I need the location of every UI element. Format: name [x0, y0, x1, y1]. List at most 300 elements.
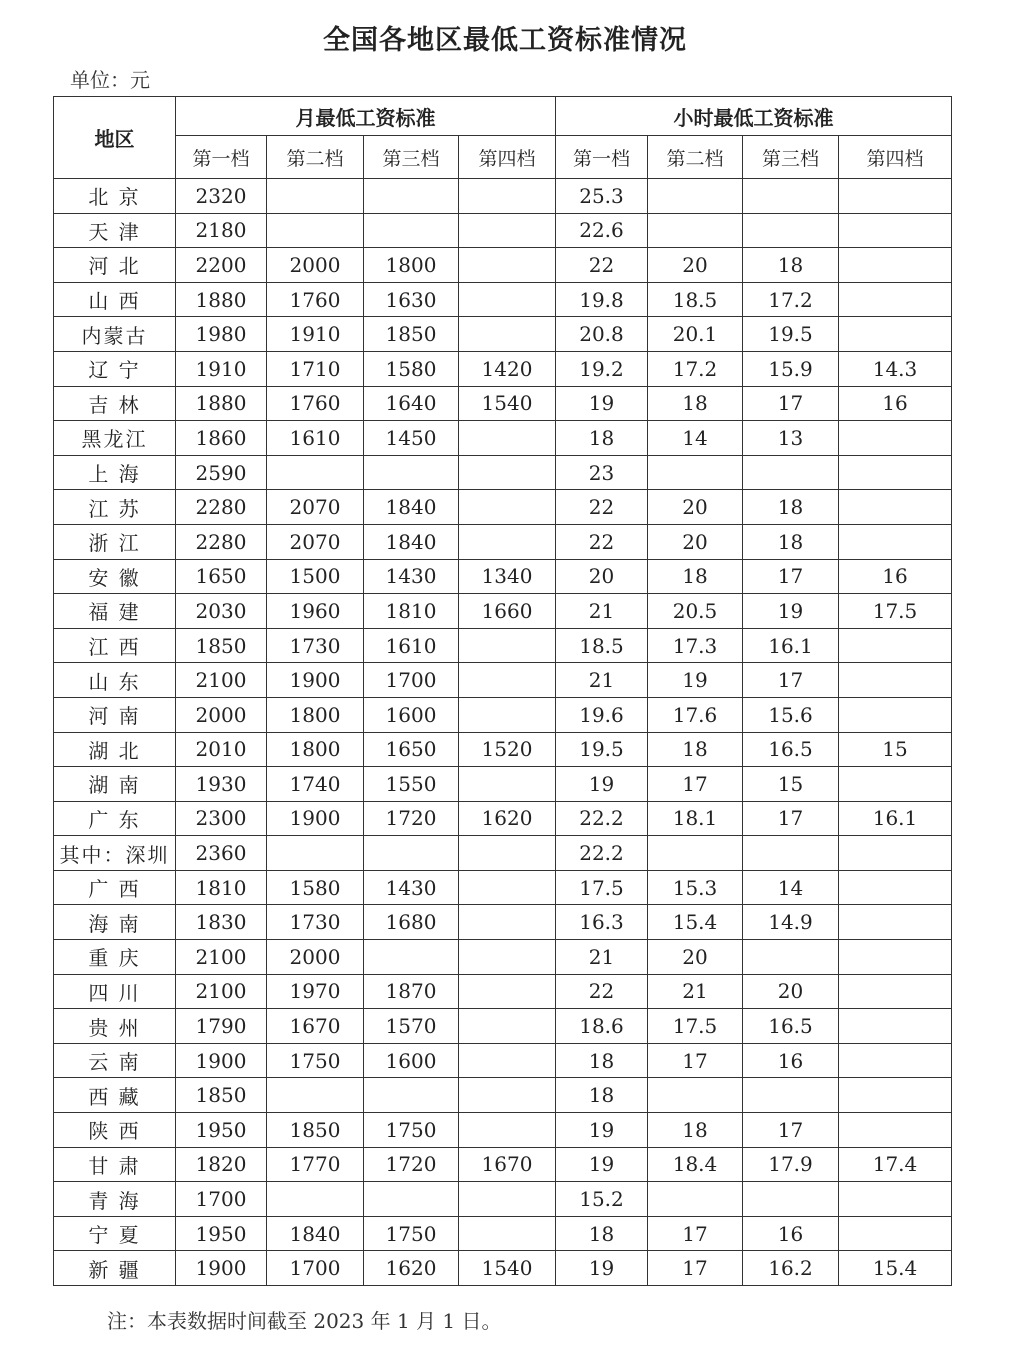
hourly-tier-3-cell: 17.2 — [743, 282, 839, 317]
hourly-tier-4-cell: 16 — [839, 559, 952, 594]
monthly-tier-4-cell — [459, 767, 556, 802]
monthly-tier-3-cell — [364, 179, 459, 214]
monthly-tier-4-cell — [459, 663, 556, 698]
monthly-tier-4-cell — [459, 628, 556, 663]
hourly-tier-3-cell: 16.5 — [743, 1009, 839, 1044]
hourly-tier-1-cell: 22 — [556, 490, 648, 525]
monthly-tier-2-cell: 1770 — [267, 1147, 364, 1182]
monthly-tier-3-cell: 1680 — [364, 905, 459, 940]
hourly-tier-3-cell: 20 — [743, 974, 839, 1009]
hourly-tier-2-cell — [648, 1182, 743, 1217]
monthly-tier-1-cell: 2000 — [176, 697, 267, 732]
monthly-tier-3-cell: 1650 — [364, 732, 459, 767]
region-cell: 云 南 — [54, 1043, 176, 1078]
table-row — [54, 1009, 952, 1044]
hourly-tier-2-cell: 17.5 — [648, 1009, 743, 1044]
header-monthly-tier-1: 第一档 — [176, 136, 267, 179]
monthly-tier-3-cell — [364, 940, 459, 975]
hourly-tier-3-cell — [743, 179, 839, 214]
monthly-tier-2-cell: 1610 — [267, 421, 364, 456]
region-cell: 江 苏 — [54, 490, 176, 525]
monthly-tier-1-cell: 2320 — [176, 179, 267, 214]
wage-table — [53, 96, 952, 1286]
region-cell: 重 庆 — [54, 940, 176, 975]
region-cell: 山 东 — [54, 663, 176, 698]
monthly-tier-4-cell — [459, 213, 556, 248]
hourly-tier-3-cell: 19 — [743, 594, 839, 629]
monthly-tier-3-cell: 1430 — [364, 559, 459, 594]
monthly-tier-1-cell: 2180 — [176, 213, 267, 248]
monthly-tier-4-cell: 1660 — [459, 594, 556, 629]
table-row — [54, 559, 952, 594]
hourly-tier-4-cell — [839, 455, 952, 490]
table-body — [54, 179, 952, 1286]
monthly-tier-1-cell: 1860 — [176, 421, 267, 456]
monthly-tier-2-cell — [267, 179, 364, 214]
table-row — [54, 594, 952, 629]
region-cell: 其中：深圳 — [54, 836, 176, 871]
hourly-tier-3-cell: 19.5 — [743, 317, 839, 352]
monthly-tier-3-cell: 1840 — [364, 524, 459, 559]
monthly-tier-4-cell — [459, 455, 556, 490]
hourly-tier-1-cell: 19 — [556, 1113, 648, 1148]
hourly-tier-2-cell: 15.3 — [648, 870, 743, 905]
hourly-tier-1-cell: 19 — [556, 386, 648, 421]
table-row — [54, 1113, 952, 1148]
region-cell: 浙 江 — [54, 524, 176, 559]
unit-label: 单位：元 — [70, 68, 150, 92]
hourly-tier-1-cell: 22.2 — [556, 836, 648, 871]
monthly-tier-2-cell: 1910 — [267, 317, 364, 352]
hourly-tier-4-cell: 16.1 — [839, 801, 952, 836]
table-row — [54, 317, 952, 352]
hourly-tier-2-cell: 20.1 — [648, 317, 743, 352]
region-cell: 安 徽 — [54, 559, 176, 594]
table-row — [54, 801, 952, 836]
hourly-tier-1-cell: 21 — [556, 940, 648, 975]
hourly-tier-2-cell: 14 — [648, 421, 743, 456]
monthly-tier-2-cell — [267, 455, 364, 490]
monthly-tier-1-cell: 1790 — [176, 1009, 267, 1044]
hourly-tier-3-cell: 17 — [743, 1113, 839, 1148]
monthly-tier-4-cell: 1340 — [459, 559, 556, 594]
hourly-tier-2-cell: 18.1 — [648, 801, 743, 836]
monthly-tier-3-cell — [364, 836, 459, 871]
monthly-tier-1-cell: 2300 — [176, 801, 267, 836]
table-row — [54, 1251, 952, 1286]
monthly-tier-2-cell: 1670 — [267, 1009, 364, 1044]
table-row — [54, 351, 952, 386]
hourly-tier-4-cell — [839, 767, 952, 802]
monthly-tier-1-cell: 2010 — [176, 732, 267, 767]
region-cell: 甘 肃 — [54, 1147, 176, 1182]
table-row — [54, 732, 952, 767]
monthly-tier-4-cell: 1620 — [459, 801, 556, 836]
table-row — [54, 974, 952, 1009]
hourly-tier-3-cell — [743, 1182, 839, 1217]
page-title: 全国各地区最低工资标准情况 — [323, 25, 687, 56]
hourly-tier-4-cell — [839, 524, 952, 559]
hourly-tier-1-cell: 20 — [556, 559, 648, 594]
hourly-tier-4-cell — [839, 1078, 952, 1113]
monthly-tier-1-cell: 1830 — [176, 905, 267, 940]
region-cell: 天 津 — [54, 213, 176, 248]
hourly-tier-3-cell: 17.9 — [743, 1147, 839, 1182]
monthly-tier-4-cell — [459, 1182, 556, 1217]
hourly-tier-2-cell: 18 — [648, 386, 743, 421]
hourly-tier-2-cell — [648, 836, 743, 871]
monthly-tier-3-cell: 1700 — [364, 663, 459, 698]
monthly-tier-1-cell: 1880 — [176, 386, 267, 421]
monthly-tier-1-cell: 2590 — [176, 455, 267, 490]
table-row — [54, 248, 952, 283]
hourly-tier-1-cell: 19.8 — [556, 282, 648, 317]
hourly-tier-2-cell: 17.2 — [648, 351, 743, 386]
monthly-tier-3-cell: 1720 — [364, 1147, 459, 1182]
hourly-tier-1-cell: 18 — [556, 1078, 648, 1113]
hourly-tier-4-cell — [839, 628, 952, 663]
hourly-tier-4-cell: 15.4 — [839, 1251, 952, 1286]
monthly-tier-2-cell: 1580 — [267, 870, 364, 905]
hourly-tier-1-cell: 22.2 — [556, 801, 648, 836]
monthly-tier-1-cell: 2030 — [176, 594, 267, 629]
hourly-tier-4-cell — [839, 905, 952, 940]
hourly-tier-1-cell: 20.8 — [556, 317, 648, 352]
hourly-tier-3-cell: 18 — [743, 248, 839, 283]
hourly-tier-4-cell — [839, 870, 952, 905]
hourly-tier-2-cell — [648, 179, 743, 214]
header-region: 地区 — [54, 97, 176, 179]
monthly-tier-3-cell: 1840 — [364, 490, 459, 525]
hourly-tier-3-cell: 15 — [743, 767, 839, 802]
region-cell: 新 疆 — [54, 1251, 176, 1286]
region-cell: 辽 宁 — [54, 351, 176, 386]
region-cell: 上 海 — [54, 455, 176, 490]
monthly-tier-2-cell — [267, 1182, 364, 1217]
hourly-tier-1-cell: 18.5 — [556, 628, 648, 663]
hourly-tier-4-cell: 17.5 — [839, 594, 952, 629]
hourly-tier-3-cell: 18 — [743, 490, 839, 525]
monthly-tier-3-cell: 1550 — [364, 767, 459, 802]
hourly-tier-1-cell: 21 — [556, 594, 648, 629]
hourly-tier-2-cell: 18.5 — [648, 282, 743, 317]
monthly-tier-1-cell: 2100 — [176, 940, 267, 975]
monthly-tier-1-cell: 1850 — [176, 1078, 267, 1113]
monthly-tier-2-cell: 1960 — [267, 594, 364, 629]
monthly-tier-1-cell: 2280 — [176, 490, 267, 525]
hourly-tier-4-cell — [839, 179, 952, 214]
monthly-tier-4-cell — [459, 940, 556, 975]
table-row — [54, 386, 952, 421]
hourly-tier-1-cell: 16.3 — [556, 905, 648, 940]
monthly-tier-2-cell: 1970 — [267, 974, 364, 1009]
hourly-tier-4-cell: 16 — [839, 386, 952, 421]
region-cell: 福 建 — [54, 594, 176, 629]
hourly-tier-2-cell: 17 — [648, 1043, 743, 1078]
monthly-tier-3-cell — [364, 455, 459, 490]
hourly-tier-4-cell — [839, 974, 952, 1009]
hourly-tier-3-cell: 18 — [743, 524, 839, 559]
monthly-tier-2-cell: 1900 — [267, 801, 364, 836]
hourly-tier-4-cell — [839, 421, 952, 456]
monthly-tier-4-cell: 1670 — [459, 1147, 556, 1182]
hourly-tier-2-cell: 17 — [648, 767, 743, 802]
region-cell: 湖 北 — [54, 732, 176, 767]
hourly-tier-1-cell: 22 — [556, 248, 648, 283]
region-cell: 贵 州 — [54, 1009, 176, 1044]
table-row — [54, 1043, 952, 1078]
hourly-tier-1-cell: 19.6 — [556, 697, 648, 732]
monthly-tier-3-cell: 1430 — [364, 870, 459, 905]
region-cell: 吉 林 — [54, 386, 176, 421]
monthly-tier-2-cell: 1760 — [267, 282, 364, 317]
monthly-tier-1-cell: 1900 — [176, 1043, 267, 1078]
hourly-tier-2-cell — [648, 455, 743, 490]
header-hourly: 小时最低工资标准 — [556, 97, 952, 136]
hourly-tier-4-cell — [839, 1113, 952, 1148]
hourly-tier-3-cell: 15.6 — [743, 697, 839, 732]
region-cell: 内蒙古 — [54, 317, 176, 352]
monthly-tier-3-cell: 1570 — [364, 1009, 459, 1044]
monthly-tier-2-cell: 1840 — [267, 1216, 364, 1251]
monthly-tier-1-cell: 1700 — [176, 1182, 267, 1217]
monthly-tier-2-cell: 2070 — [267, 490, 364, 525]
hourly-tier-3-cell: 16 — [743, 1043, 839, 1078]
monthly-tier-3-cell: 1620 — [364, 1251, 459, 1286]
region-cell: 西 藏 — [54, 1078, 176, 1113]
region-cell: 河 北 — [54, 248, 176, 283]
monthly-tier-1-cell: 1880 — [176, 282, 267, 317]
monthly-tier-1-cell: 1950 — [176, 1113, 267, 1148]
monthly-tier-2-cell — [267, 213, 364, 248]
monthly-tier-3-cell — [364, 213, 459, 248]
region-cell: 北 京 — [54, 179, 176, 214]
monthly-tier-4-cell — [459, 836, 556, 871]
hourly-tier-4-cell — [839, 317, 952, 352]
monthly-tier-4-cell: 1520 — [459, 732, 556, 767]
monthly-tier-2-cell: 1700 — [267, 1251, 364, 1286]
hourly-tier-4-cell — [839, 663, 952, 698]
monthly-tier-2-cell: 2000 — [267, 940, 364, 975]
hourly-tier-2-cell: 15.4 — [648, 905, 743, 940]
region-cell: 黑龙江 — [54, 421, 176, 456]
region-cell: 山 西 — [54, 282, 176, 317]
hourly-tier-2-cell: 20 — [648, 490, 743, 525]
hourly-tier-3-cell: 17 — [743, 801, 839, 836]
monthly-tier-2-cell — [267, 1078, 364, 1113]
hourly-tier-3-cell: 15.9 — [743, 351, 839, 386]
monthly-tier-2-cell: 1800 — [267, 732, 364, 767]
hourly-tier-3-cell: 14.9 — [743, 905, 839, 940]
monthly-tier-2-cell: 2000 — [267, 248, 364, 283]
monthly-tier-3-cell: 1870 — [364, 974, 459, 1009]
hourly-tier-2-cell: 17 — [648, 1216, 743, 1251]
hourly-tier-2-cell: 17.3 — [648, 628, 743, 663]
region-cell: 宁 夏 — [54, 1216, 176, 1251]
hourly-tier-2-cell: 20.5 — [648, 594, 743, 629]
table-row — [54, 421, 952, 456]
hourly-tier-4-cell — [839, 697, 952, 732]
hourly-tier-4-cell: 15 — [839, 732, 952, 767]
table-row — [54, 490, 952, 525]
hourly-tier-3-cell: 16.1 — [743, 628, 839, 663]
monthly-tier-4-cell — [459, 1113, 556, 1148]
hourly-tier-3-cell: 17 — [743, 386, 839, 421]
hourly-tier-1-cell: 17.5 — [556, 870, 648, 905]
monthly-tier-4-cell — [459, 317, 556, 352]
hourly-tier-3-cell — [743, 1078, 839, 1113]
hourly-tier-4-cell: 17.4 — [839, 1147, 952, 1182]
monthly-tier-1-cell: 2280 — [176, 524, 267, 559]
hourly-tier-2-cell — [648, 213, 743, 248]
region-cell: 青 海 — [54, 1182, 176, 1217]
monthly-tier-3-cell — [364, 1078, 459, 1113]
hourly-tier-1-cell: 22 — [556, 524, 648, 559]
monthly-tier-2-cell: 1750 — [267, 1043, 364, 1078]
monthly-tier-4-cell — [459, 870, 556, 905]
hourly-tier-3-cell — [743, 213, 839, 248]
monthly-tier-3-cell: 1810 — [364, 594, 459, 629]
monthly-tier-4-cell — [459, 421, 556, 456]
monthly-tier-4-cell — [459, 179, 556, 214]
monthly-tier-4-cell — [459, 1216, 556, 1251]
table-row — [54, 836, 952, 871]
hourly-tier-2-cell: 18 — [648, 1113, 743, 1148]
table-row — [54, 455, 952, 490]
monthly-tier-2-cell: 2070 — [267, 524, 364, 559]
monthly-tier-1-cell: 2360 — [176, 836, 267, 871]
monthly-tier-4-cell — [459, 974, 556, 1009]
monthly-tier-4-cell — [459, 282, 556, 317]
region-cell: 四 川 — [54, 974, 176, 1009]
header-hourly-tier-4: 第四档 — [839, 136, 952, 179]
hourly-tier-1-cell: 15.2 — [556, 1182, 648, 1217]
table-row — [54, 1182, 952, 1217]
monthly-tier-1-cell: 1980 — [176, 317, 267, 352]
hourly-tier-1-cell: 18 — [556, 421, 648, 456]
monthly-tier-4-cell — [459, 248, 556, 283]
hourly-tier-4-cell — [839, 1009, 952, 1044]
region-cell: 湖 南 — [54, 767, 176, 802]
header-hourly-tier-3: 第三档 — [743, 136, 839, 179]
monthly-tier-2-cell: 1850 — [267, 1113, 364, 1148]
hourly-tier-1-cell: 18 — [556, 1043, 648, 1078]
hourly-tier-2-cell: 20 — [648, 940, 743, 975]
hourly-tier-4-cell — [839, 282, 952, 317]
hourly-tier-1-cell: 19 — [556, 1147, 648, 1182]
table-row — [54, 213, 952, 248]
monthly-tier-3-cell — [364, 1182, 459, 1217]
monthly-tier-1-cell: 1900 — [176, 1251, 267, 1286]
monthly-tier-2-cell: 1900 — [267, 663, 364, 698]
hourly-tier-2-cell: 17.6 — [648, 697, 743, 732]
region-cell: 海 南 — [54, 905, 176, 940]
hourly-tier-4-cell — [839, 836, 952, 871]
hourly-tier-3-cell: 17 — [743, 559, 839, 594]
hourly-tier-1-cell: 19 — [556, 1251, 648, 1286]
hourly-tier-4-cell — [839, 940, 952, 975]
header-hourly-tier-1: 第一档 — [556, 136, 648, 179]
monthly-tier-4-cell — [459, 490, 556, 525]
monthly-tier-4-cell — [459, 1078, 556, 1113]
hourly-tier-3-cell — [743, 940, 839, 975]
hourly-tier-4-cell — [839, 1182, 952, 1217]
monthly-tier-3-cell: 1720 — [364, 801, 459, 836]
hourly-tier-2-cell: 19 — [648, 663, 743, 698]
table-row — [54, 697, 952, 732]
monthly-tier-2-cell: 1800 — [267, 697, 364, 732]
monthly-tier-1-cell: 1950 — [176, 1216, 267, 1251]
monthly-tier-4-cell — [459, 905, 556, 940]
monthly-tier-3-cell: 1640 — [364, 386, 459, 421]
monthly-tier-2-cell: 1500 — [267, 559, 364, 594]
table-row — [54, 628, 952, 663]
monthly-tier-3-cell: 1850 — [364, 317, 459, 352]
hourly-tier-4-cell — [839, 213, 952, 248]
monthly-tier-2-cell — [267, 836, 364, 871]
hourly-tier-3-cell — [743, 836, 839, 871]
region-cell: 广 西 — [54, 870, 176, 905]
hourly-tier-3-cell: 14 — [743, 870, 839, 905]
hourly-tier-4-cell — [839, 248, 952, 283]
monthly-tier-1-cell: 1850 — [176, 628, 267, 663]
hourly-tier-2-cell: 20 — [648, 248, 743, 283]
monthly-tier-4-cell — [459, 1043, 556, 1078]
hourly-tier-1-cell: 22 — [556, 974, 648, 1009]
monthly-tier-2-cell: 1730 — [267, 628, 364, 663]
monthly-tier-2-cell: 1760 — [267, 386, 364, 421]
region-cell: 陕 西 — [54, 1113, 176, 1148]
monthly-tier-3-cell: 1630 — [364, 282, 459, 317]
monthly-tier-1-cell: 1930 — [176, 767, 267, 802]
hourly-tier-2-cell — [648, 1078, 743, 1113]
table-row — [54, 940, 952, 975]
table-row — [54, 524, 952, 559]
hourly-tier-1-cell: 19.2 — [556, 351, 648, 386]
monthly-tier-2-cell: 1710 — [267, 351, 364, 386]
hourly-tier-2-cell: 17 — [648, 1251, 743, 1286]
monthly-tier-3-cell: 1600 — [364, 1043, 459, 1078]
monthly-tier-3-cell: 1800 — [364, 248, 459, 283]
footnote: 注：本表数据时间截至 2023 年 1 月 1 日。 — [107, 1309, 502, 1333]
monthly-tier-3-cell: 1610 — [364, 628, 459, 663]
hourly-tier-2-cell: 18 — [648, 732, 743, 767]
table-row — [54, 1078, 952, 1113]
hourly-tier-1-cell: 22.6 — [556, 213, 648, 248]
monthly-tier-1-cell: 1810 — [176, 870, 267, 905]
monthly-tier-3-cell: 1450 — [364, 421, 459, 456]
hourly-tier-1-cell: 18 — [556, 1216, 648, 1251]
hourly-tier-1-cell: 19.5 — [556, 732, 648, 767]
monthly-tier-1-cell: 2200 — [176, 248, 267, 283]
hourly-tier-4-cell — [839, 1216, 952, 1251]
header-hourly-tier-2: 第二档 — [648, 136, 743, 179]
monthly-tier-4-cell: 1540 — [459, 1251, 556, 1286]
monthly-tier-4-cell: 1540 — [459, 386, 556, 421]
monthly-tier-3-cell: 1750 — [364, 1216, 459, 1251]
region-cell: 广 东 — [54, 801, 176, 836]
header-monthly: 月最低工资标准 — [176, 97, 556, 136]
hourly-tier-1-cell: 18.6 — [556, 1009, 648, 1044]
table-row — [54, 282, 952, 317]
monthly-tier-1-cell: 2100 — [176, 974, 267, 1009]
hourly-tier-3-cell — [743, 455, 839, 490]
monthly-tier-4-cell — [459, 524, 556, 559]
hourly-tier-3-cell: 17 — [743, 663, 839, 698]
monthly-tier-3-cell: 1600 — [364, 697, 459, 732]
hourly-tier-2-cell: 20 — [648, 524, 743, 559]
monthly-tier-3-cell: 1750 — [364, 1113, 459, 1148]
